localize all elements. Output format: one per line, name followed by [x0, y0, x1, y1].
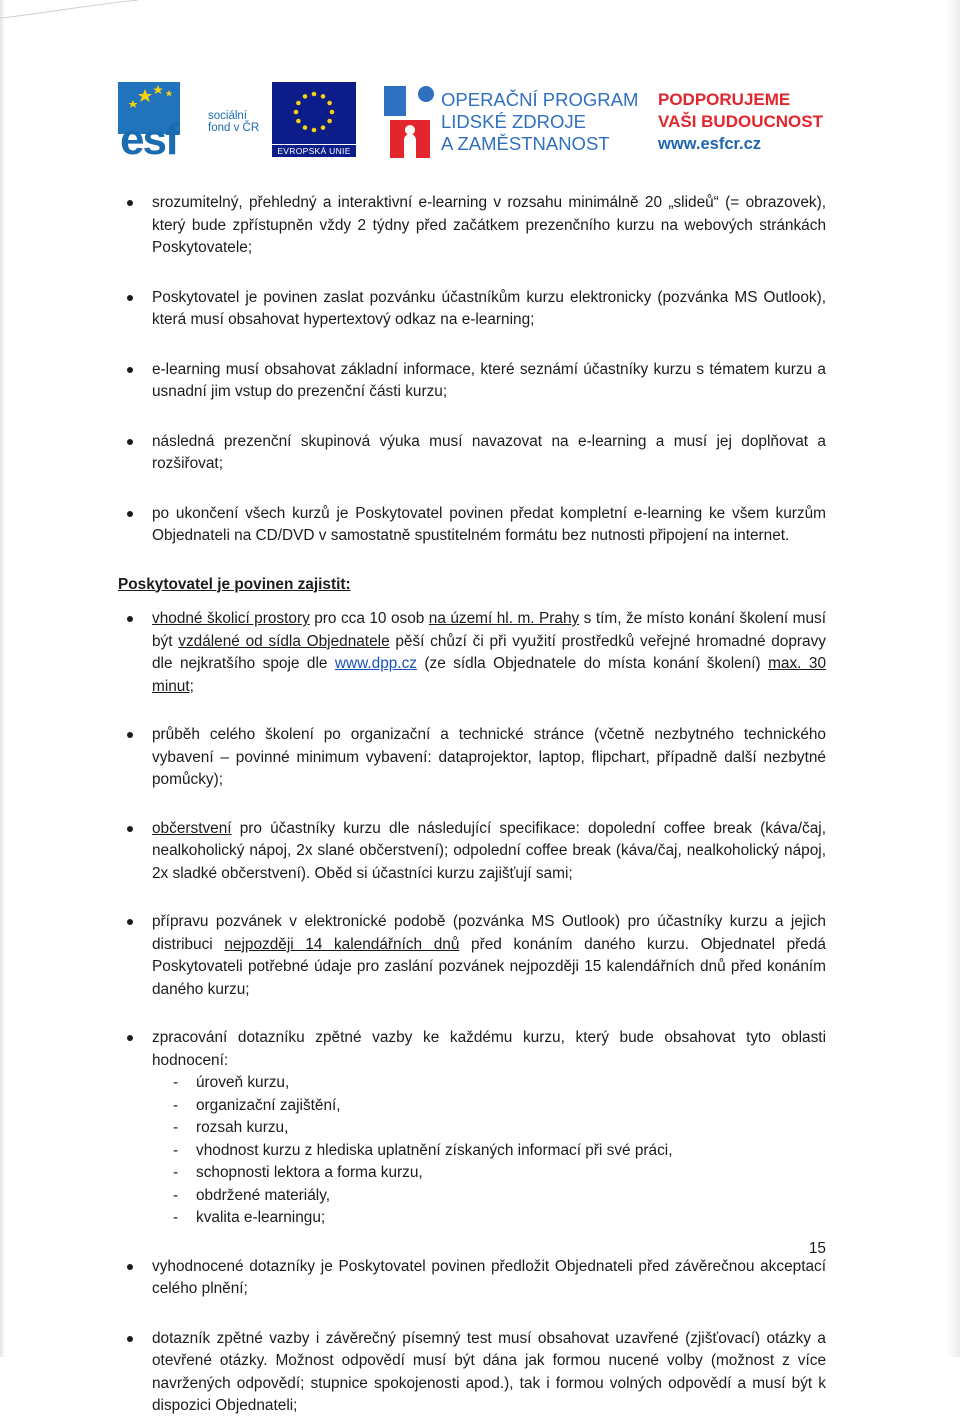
- slogan-line-1: PODPORUJEME: [658, 90, 791, 109]
- text-underlined: nejpozději 14 kalendářních dnů: [224, 935, 460, 953]
- scan-shadow-right: [944, 0, 960, 1357]
- evaluation-list: [118, 1256, 826, 1418]
- op-program-name: [441, 89, 638, 155]
- slogan: [658, 89, 823, 155]
- text-underlined: max. 30 minut: [152, 655, 827, 695]
- svg-text:esf: esf: [120, 115, 178, 156]
- list-item: Poskytovatel je povinen zaslat pozvánku účastníkům kurzu elektronicky (pozvánka MS Outlook), která musí obsahovat hypertextový odkaz na e-learning;: [118, 287, 826, 332]
- text-span: ;: [189, 677, 194, 695]
- text-underlined: vhodné školicí prostory: [152, 610, 310, 627]
- text-underlined: občerstvení: [152, 819, 232, 837]
- text-span: před konáním daného kurzu. Objednatel předá Poskytovateli potřebné údaje pro zaslání pozvánek nejpozději 15 kalendářních dnů před konáním daného kurzu;: [152, 935, 826, 998]
- esf-line-3: fond v ČR: [208, 121, 260, 134]
- esf-name-text: [208, 99, 260, 134]
- slogan-url: www.esfcr.cz: [658, 135, 762, 153]
- list-item: - vhodnost kurzu z hlediska uplatnění získaných informací při své práci,: [152, 1140, 826, 1163]
- text-span: zpracování dotazníku zpětné vazby ke každému kurzu, který bude obsahovat tyto oblasti hodnocení:: [152, 1029, 826, 1069]
- eu-label: EVROPSKÁ UNIE: [272, 145, 356, 157]
- text-span: (ze sídla Objednatele do místa konání školení): [416, 655, 769, 672]
- op-lidske-zdroje-icon: [384, 82, 436, 158]
- document-body: [118, 192, 826, 1418]
- esf-line-1: evropský: [208, 99, 259, 111]
- list-item: e-learning musí obsahovat základní informace, které seznámí účastníky kurzu s tématem kurzu a usnadní jim vstup do prezenční části kurzu;: [118, 359, 826, 404]
- section-heading: Poskytovatel je povinen zajistit:: [118, 575, 351, 593]
- text-span: přípravu pozvánek v elektronické podobě (pozvánka MS Outlook) pro účastníky kurzu a jejich distribuci: [152, 913, 826, 953]
- list-item-refreshments: [118, 818, 826, 886]
- text-span: pro účastníky kurzu dle následující specifikace: dopolední coffee break (káva/čaj, nealkoholický nápoj, 2x slané občerstvení); odpolední coffee break (káva/čaj, nealkoholický nápoj, 2x sladké občerstvení). Oběd si účastníci kurzu zajišťují sami;: [152, 819, 826, 882]
- list-item-course: průběh celého školení po organizační a technické stránce (včetně nezbytného technického vybavení – povinné minimum vybavení: dataprojektor, laptop, flipchart, případně další nezbytné pomůcky);: [118, 724, 826, 792]
- esf-line-2: sociální: [208, 110, 247, 122]
- eu-flag-icon: [272, 82, 356, 144]
- list-item: srozumitelný, přehledný a interaktivní e-learning v rozsahu minimálně 20 „slideů“ (= obrazovek), který bude zpřístupněn vždy 2 týdny před začátkem prezenčního kurzu na webových stránkách Poskytovatele;: [118, 192, 826, 260]
- provider-obligations-list: [118, 608, 826, 1230]
- text-underlined: vzdálené od sídla Objednatele: [178, 632, 390, 650]
- list-item: po ukončení všech kurzů je Poskytovatel povinen předat kompletní e-learning ke všem kurzům Objednateli na CD/DVD v samostatně spustitelném formátu bez nutnosti připojení na internet.: [118, 503, 826, 548]
- scan-shadow-left: [0, 0, 5, 1357]
- list-item: následná prezenční skupinová výuka musí navazovat na e-learning a musí jej doplňovat a rozšiřovat;: [118, 431, 826, 476]
- page-number: 15: [808, 1240, 826, 1257]
- elearning-requirements-list: [118, 192, 826, 548]
- scan-fold-line: [0, 0, 140, 20]
- esf-logo-icon: [118, 82, 210, 156]
- list-item: - rozsah kurzu,: [152, 1117, 826, 1140]
- list-item: - kvalita e-learningu;: [152, 1207, 826, 1230]
- op-line-3: A ZAMĚSTNANOST: [441, 133, 610, 154]
- text-span: pro cca 10 osob: [309, 610, 429, 627]
- op-line-2: LIDSKÉ ZDROJE: [441, 111, 586, 132]
- op-line-1: OPERAČNÍ PROGRAM: [441, 89, 639, 110]
- text-underlined: na území hl. m. Prahy: [428, 610, 580, 627]
- list-item: - organizační zajištění,: [152, 1095, 826, 1118]
- list-item-invitations: [118, 911, 826, 1001]
- dpp-link[interactable]: www.dpp.cz: [334, 655, 417, 672]
- list-item-location: [118, 608, 826, 698]
- list-item: dotazník zpětné vazby i závěrečný písemný test musí obsahovat uzavřené (zjišťovací) otázky a otevřené otázky. Možnost odpovědí musí být dána jak formou nucené volby (možnost z více navržených odpovědí; stupnice spokojenosti apod.), tak i formou volných odpovědí a musí být k dispozici Objednateli;: [118, 1328, 826, 1418]
- text-span: s tím, že místo konání školení musí být: [152, 610, 826, 650]
- list-item: vyhodnocené dotazníky je Poskytovatel povinen předložit Objednateli před závěrečnou akceptací celého plnění;: [118, 1256, 826, 1301]
- list-item: - úroveň kurzu,: [152, 1072, 826, 1095]
- list-item: - schopnosti lektora a forma kurzu,: [152, 1162, 826, 1185]
- feedback-areas-list: [152, 1072, 826, 1230]
- list-item-feedback: [118, 1027, 826, 1230]
- list-item: - obdržené materiály,: [152, 1185, 826, 1208]
- slogan-line-2: VAŠI BUDOUCNOST: [658, 112, 823, 131]
- text-span: pěší chůzí či při využití prostředků veřejné hromadné dopravy dle nejkratšího spoje dle: [152, 632, 826, 672]
